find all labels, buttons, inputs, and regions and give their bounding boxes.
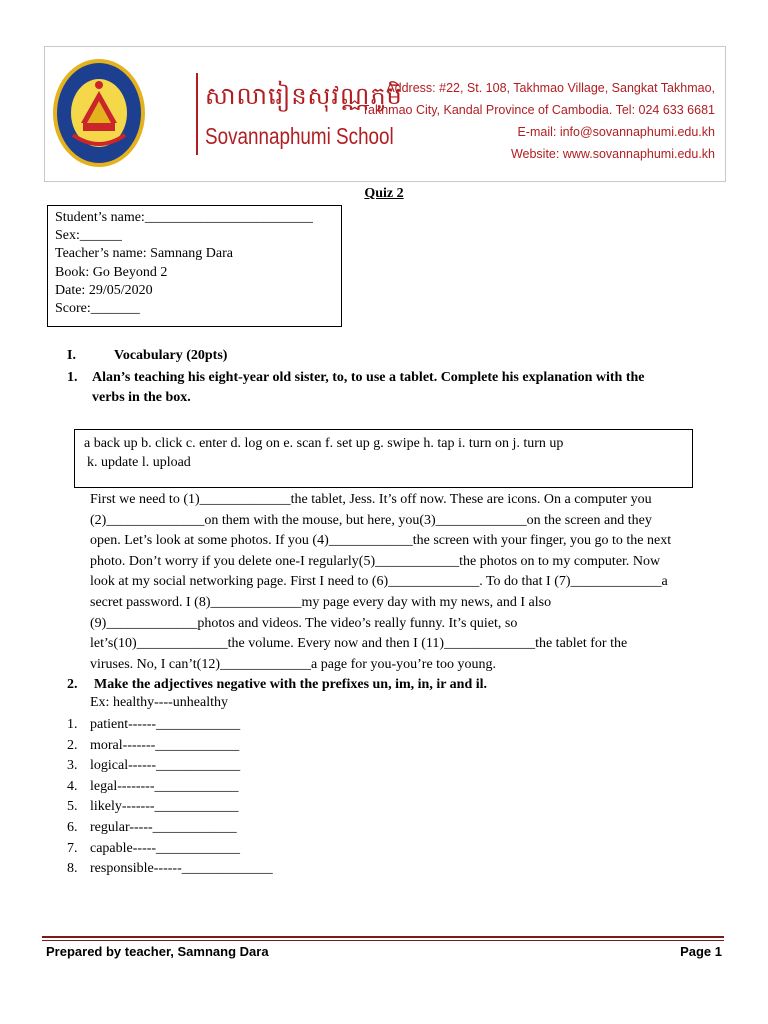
question-1-number: 1. bbox=[67, 370, 78, 385]
contact-info bbox=[362, 77, 715, 165]
paragraph-line: secret password. I (8)_____________my page every day with my news, and I also bbox=[90, 594, 552, 610]
list-item: 3. logical------____________ bbox=[67, 758, 241, 774]
school-name: Sovannaphumi School bbox=[205, 123, 394, 149]
list-item: 2. moral-------____________ bbox=[67, 737, 240, 753]
question-2-text: Make the adjectives negative with the prefixes un, im, in, ir and il. bbox=[94, 677, 488, 692]
email: E-mail: info@sovannaphumi.edu.kh bbox=[517, 125, 715, 139]
word-box-line-1: a back up b. click c. enter d. log on e. scan f. set up g. swipe h. tap i. turn on j. turn up bbox=[84, 436, 564, 451]
book-name: Book: Go Beyond 2 bbox=[55, 264, 168, 280]
section-title: Vocabulary (20pts) bbox=[114, 348, 228, 363]
paragraph-line: viruses. No, I can’t(12)_____________a page for you-you’re too young. bbox=[90, 656, 497, 672]
website: Website: www.sovannaphumi.edu.kh bbox=[510, 147, 715, 161]
list-item: 8. responsible------_____________ bbox=[67, 861, 273, 877]
list-item: 1. patient------____________ bbox=[67, 717, 241, 732]
question-1-line-2: verbs in the box. bbox=[92, 390, 191, 405]
paragraph-line: open. Let’s look at some photos. If you (4)____________the screen with your finger, you go to the next bbox=[90, 533, 672, 549]
school-header bbox=[44, 46, 726, 182]
word-box bbox=[74, 429, 693, 488]
footer-rule bbox=[42, 936, 724, 938]
address-line-1: Address: #22, St. 108, Takhmao Village, Sangkat Takhmao, bbox=[386, 81, 715, 95]
footer-author: Prepared by teacher, Samnang Dara bbox=[46, 944, 269, 959]
paragraph-line: look at my social networking page. First I need to (6)_____________. To do that I (7)_____________a bbox=[90, 574, 668, 590]
paragraph-line: photo. Don’t worry if you delete one-I regularly(5)____________the photos on to my computer. Now bbox=[90, 553, 661, 569]
teacher-name: Teacher’s name: Samnang Dara bbox=[55, 246, 233, 262]
example-line: Ex: healthy----unhealthy bbox=[90, 695, 229, 710]
list-item: 6. regular-----____________ bbox=[67, 819, 237, 835]
footer-rule-thin bbox=[42, 940, 724, 941]
quiz-title: Quiz 2 bbox=[364, 186, 404, 201]
school-name-khmer: សាលារៀនសុវណ្ណភូមិ bbox=[205, 82, 403, 110]
student-info-box bbox=[47, 205, 342, 327]
word-box-line-2: k. update l. upload bbox=[87, 455, 191, 470]
question-1-line-1: Alan’s teaching his eight-year old sister, to, to use a tablet. Complete his explanation with the bbox=[92, 370, 645, 385]
quiz-date: Date: 29/05/2020 bbox=[55, 282, 153, 298]
list-item: 7. capable-----____________ bbox=[67, 840, 241, 856]
paragraph-line: let’s(10)_____________the volume. Every now and then I (11)_____________the tablet for the bbox=[90, 636, 628, 652]
paragraph-line: (2)______________on them with the mouse, but here, you(3)_____________on the screen and they bbox=[90, 512, 652, 528]
paragraph-line: (9)_____________photos and videos. The video’s really funny. It’s quiet, so bbox=[90, 615, 518, 631]
school-logo bbox=[51, 57, 147, 169]
page-number: Page 1 bbox=[680, 944, 722, 959]
sex-field: Sex:______ bbox=[55, 228, 122, 244]
score-field: Score:_______ bbox=[55, 301, 140, 317]
question-2-number: 2. bbox=[67, 677, 78, 692]
cloze-paragraph bbox=[90, 490, 730, 675]
adjective-list bbox=[67, 715, 273, 880]
list-item: 4. legal--------____________ bbox=[67, 778, 239, 794]
student-name-field: Student’s name:________________________ bbox=[55, 210, 313, 225]
address-line-2: Takhmao City, Kandal Province of Cambodia. Tel: 024 633 6681 bbox=[361, 103, 715, 117]
paragraph-line: First we need to (1)_____________the tablet, Jess. It’s off now. These are icons. On a computer you bbox=[90, 492, 652, 507]
list-item: 5. likely-------____________ bbox=[67, 799, 239, 815]
brand-divider bbox=[196, 73, 198, 155]
section-number: I. bbox=[67, 348, 76, 363]
